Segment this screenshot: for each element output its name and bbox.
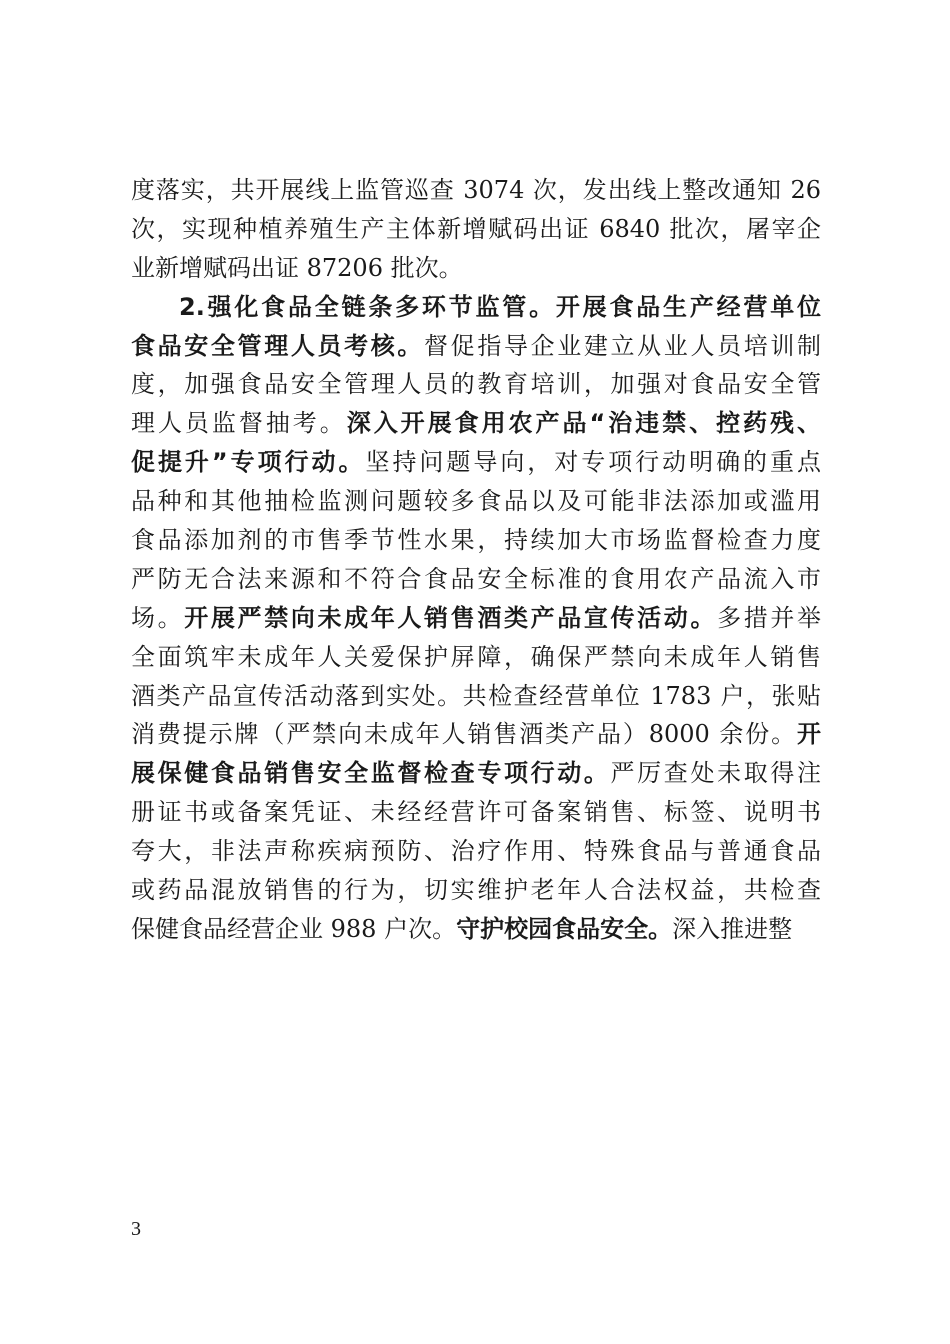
text-segment: 理人员监督抽考。	[131, 409, 347, 438]
bold-heading-segment: 开展严禁向未成年人销售酒类产品宣传活动。	[184, 603, 718, 632]
text-segment: 坚持问题导向，对专项行动明确的重点	[365, 448, 821, 477]
text-line	[131, 754, 821, 793]
body-text	[131, 171, 821, 949]
text-line	[131, 638, 821, 677]
page-number: 3	[131, 1218, 141, 1240]
text-line	[131, 910, 821, 949]
text-segment: 次，实现种植养殖生产主体新增赋码出证 6840 批次，屠宰企	[131, 214, 821, 243]
text-segment: 度，加强食品安全管理人员的教育培训，加强对食品安全管	[131, 370, 821, 399]
text-line	[131, 327, 821, 366]
text-line	[131, 249, 821, 288]
bold-heading-segment: 促提升”专项行动。	[131, 448, 366, 477]
text-segment: 夸大，非法声称疾病预防、治疗作用、特殊食品与普通食品	[131, 837, 821, 866]
text-segment: 严厉查处未取得注	[610, 759, 822, 788]
bold-heading-segment: 开	[797, 720, 821, 749]
text-segment: 品种和其他抽检监测问题较多食品以及可能非法添加或滥用	[131, 487, 821, 516]
text-line	[131, 832, 821, 871]
text-segment: 深入推进整	[672, 914, 793, 943]
text-line	[131, 521, 821, 560]
text-line	[131, 871, 821, 910]
text-line	[131, 677, 821, 716]
text-line	[131, 288, 821, 327]
text-segment: 酒类产品宣传活动落到实处。共检查经营单位 1783 户，张贴	[131, 681, 821, 710]
text-segment: 消费提示牌（严禁向未成年人销售酒类产品）8000 余份。	[131, 720, 797, 749]
bold-heading-segment: 展保健食品销售安全监督检查专项行动。	[131, 759, 611, 788]
text-line	[131, 560, 821, 599]
text-segment: 保健食品经营企业 988 户次。	[131, 914, 457, 943]
text-line	[131, 210, 821, 249]
text-line	[131, 443, 821, 482]
text-segment: 全面筑牢未成年人关爱保护屏障，确保严禁向未成年人销售	[131, 642, 821, 671]
text-segment: 督促指导企业建立从业人员培训制	[424, 331, 822, 360]
text-line	[131, 599, 821, 638]
bold-heading-segment: 2.强化食品全链条多环节监管。开展食品生产经营单位	[179, 292, 821, 321]
text-line	[131, 404, 821, 443]
text-segment: 多措并举	[717, 603, 822, 632]
bold-heading-segment: 守护校园食品安全。	[456, 914, 673, 943]
text-line	[131, 793, 821, 832]
text-line	[131, 171, 821, 210]
text-segment: 严防无合法来源和不符合食品安全标准的食用农产品流入市	[131, 564, 821, 593]
text-segment: 或药品混放销售的行为，切实维护老年人合法权益，共检查	[131, 876, 821, 905]
text-segment: 册证书或备案凭证、未经经营许可备案销售、标签、说明书	[131, 798, 821, 827]
text-line	[131, 715, 821, 754]
text-segment: 度落实，共开展线上监管巡查 3074 次，发出线上整改通知 26	[131, 176, 821, 204]
text-segment: 场。	[131, 603, 185, 632]
bold-heading-segment: 食品安全管理人员考核。	[131, 331, 425, 360]
text-line	[131, 482, 821, 521]
text-segment: 业新增赋码出证 87206 批次。	[131, 253, 463, 282]
text-line	[131, 365, 821, 404]
text-segment: 食品添加剂的市售季节性水果，持续加大市场监督检查力度	[131, 526, 821, 555]
bold-heading-segment: 深入开展食用农产品“治违禁、控药残、	[346, 409, 821, 438]
